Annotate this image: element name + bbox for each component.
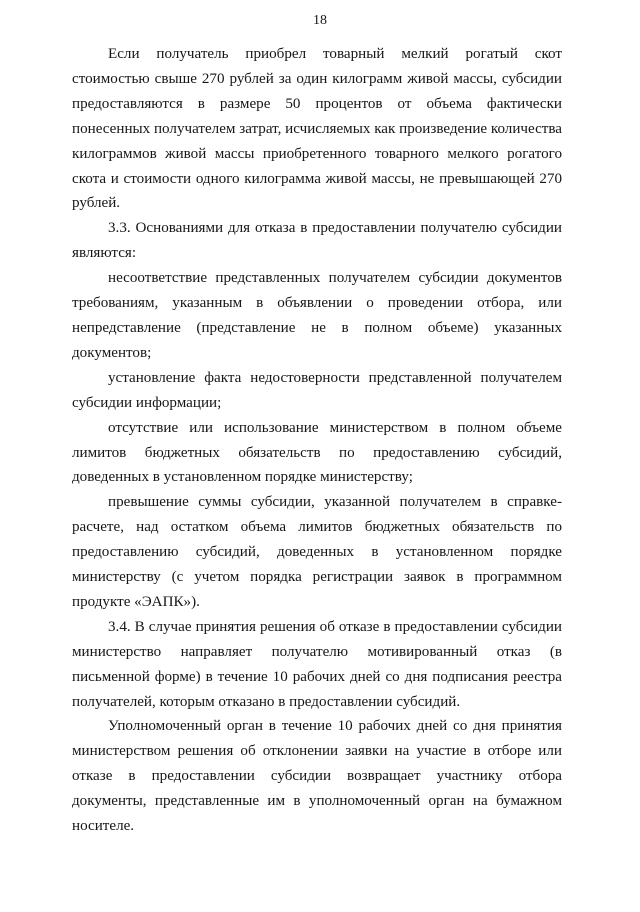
- document-body: [72, 42, 562, 839]
- paragraph-3-4-refusal-notice: 3.4. В случае принятия решения об отказе в предоставлении субсидии министерство направляет получателю мотивированный отказ (в письменной форме) в течение 10 рабочих дней со дня подписания реестра получателей, которым отказано в предоставлении субсидий.: [72, 618, 562, 710]
- paragraph-no-budget-limits: отсутствие или использование министерством в полном объеме лимитов бюджетных обязательств по предоставлению субсидий, доведенных в установленном порядке министерству;: [72, 419, 562, 486]
- paragraph-subsidy-exceeds-limit: превышение суммы субсидии, указанной получателем в справке-расчете, над остатком объема лимитов бюджетных обязательств по предоставлению субсидий, доведенных в установленном порядке министерству (с учетом порядка регистрации заявок в программном продукте «ЭАПК»).: [72, 494, 562, 610]
- paragraph-false-information: установление факта недостоверности представленной получателем субсидии информации;: [72, 369, 562, 411]
- paragraph-document-mismatch: несоответствие представленных получателем субсидии документов требованиям, указанным в объявлении о проведении отбора, или непредставление (представление не в полном объеме) указанных документов;: [72, 270, 562, 361]
- page-number: 18: [313, 13, 327, 28]
- paragraph-return-documents: Уполномоченный орган в течение 10 рабочих дней со дня принятия министерством решения об отклонении заявки на участие в отборе или отказе в предоставлении субсидии возвращает участнику отбора документы, представленные им в уполномоченный орган на бумажном носителе.: [72, 718, 562, 835]
- paragraph-price-over-270: Если получатель приобрел товарный мелкий рогатый скот стоимостью свыше 270 рублей за один килограмм живой массы, субсидии предоставляются в размере 50 процентов от объема фактически понесенных получателем затрат, исчисляемых как произведение количества килограммов живой массы приобретенного товарного мелкого рогатого скота и стоимости одного килограмма живой массы, не превышающей 270 рублей.: [72, 46, 562, 212]
- paragraph-3-3-refusal-grounds: 3.3. Основаниями для отказа в предоставлении получателю субсидии являются:: [72, 220, 562, 262]
